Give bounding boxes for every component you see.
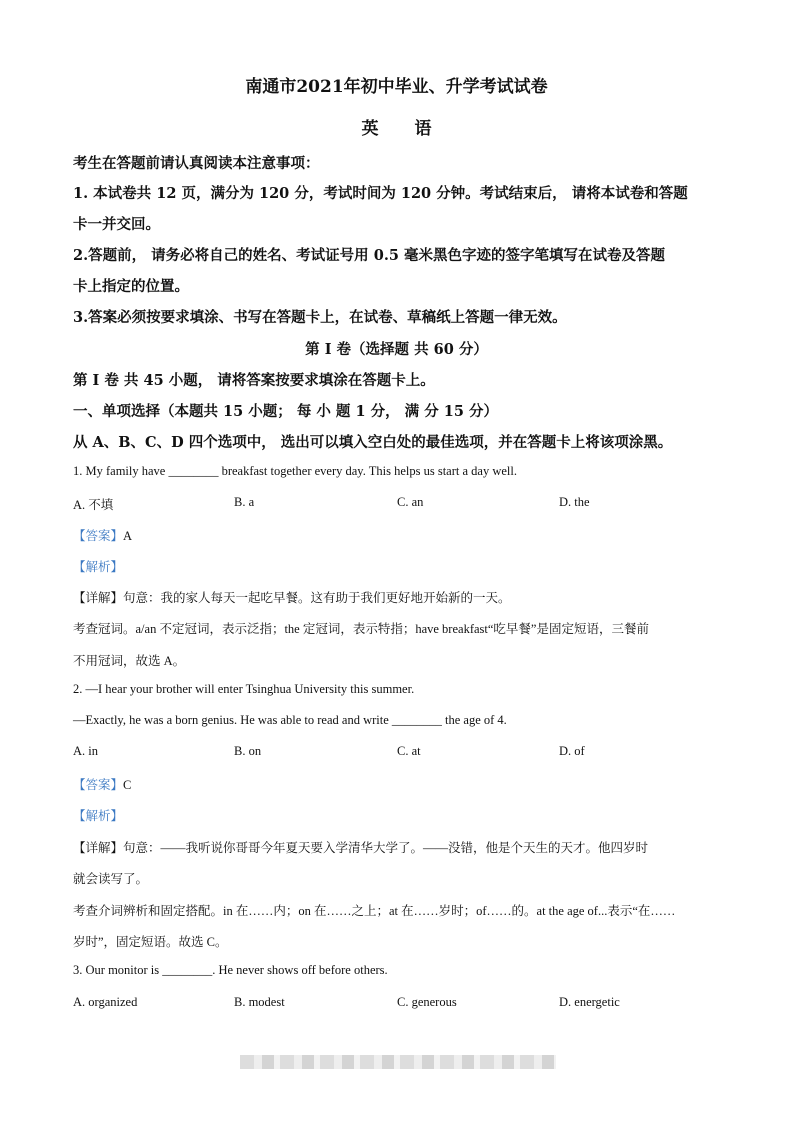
question-1-answer: [73, 526, 132, 544]
question-3-option-c: C. generous: [397, 995, 457, 1009]
question-3-option-a: A. organized: [73, 995, 138, 1009]
question-2-analysis-tag: 【解析】: [73, 809, 124, 823]
notice-item-3: 3.答案必须按要求填涂、书写在答题卡上，在试卷、草稿纸上答题一律无效。: [73, 309, 567, 326]
question-1-detail-line-3: 不用冠词，故选 A。: [73, 654, 186, 668]
question-1-option-a: A. 不填: [73, 498, 114, 512]
detail-text: 句意：——我听说你哥哥今年夏天要入学清华大学了。——没错，他是个天生的天才。他四岁时: [123, 841, 649, 855]
question-2-option-d: D. of: [559, 744, 585, 758]
detail-text: 句意：我的家人每天一起吃早餐。这有助于我们更好地开始新的一天。: [123, 591, 511, 605]
question-1-option-c: C. an: [397, 495, 424, 509]
exam-subject: [0, 114, 793, 139]
question-1-analysis-tag: 【解析】: [73, 560, 124, 574]
part1-description: 第 I 卷 共 45 小题， 请将答案按要求填涂在答题卡上。: [73, 372, 435, 389]
answer-tag: 【答案】: [73, 778, 124, 792]
detail-tag: 【详解】: [73, 841, 124, 855]
question-1-detail-line-2: 考查冠词。a/an 不定冠词，表示泛指；the 定冠词，表示特指；have breakfast“吃早餐”是固定短语，三餐前: [73, 622, 649, 636]
question-1-stem: 1. My family have ________ breakfast together every day. This helps us start a day well.: [73, 464, 517, 478]
notice-item-2-cont: 卡上指定的位置。: [73, 278, 189, 295]
detail-tag: 【详解】: [73, 591, 124, 605]
question-2-detail-line-3: 考查介词辨析和固定搭配。in 在……内；on 在……之上；at 在……岁时；of……的。at the age of...表示“在……: [73, 904, 676, 918]
blurred-footer-watermark: [240, 1055, 556, 1069]
answer-tag: 【答案】: [73, 529, 124, 543]
question-2-option-c: C. at: [397, 744, 421, 758]
question-2-stem-line-2: —Exactly, he was a born genius. He was able to read and write ________ the age of 4.: [73, 713, 507, 727]
notice-item-2: 2.答题前， 请务必将自己的姓名、考试证号用 0.5 毫米黑色字迹的签字笔填写在试卷及答题: [73, 247, 666, 264]
question-1-detail: [73, 588, 511, 606]
question-3-stem: 3. Our monitor is ________. He never shows off before others.: [73, 963, 388, 977]
part1-heading: 第 I 卷（选择题 共 60 分）: [305, 341, 488, 358]
answer-value: C: [123, 778, 132, 792]
question-3-option-b: B. modest: [234, 995, 285, 1009]
question-2-option-a: A. in: [73, 744, 98, 758]
notice-item-1: 1. 本试卷共 12 页，满分为 120 分，考试时间为 120 分钟。考试结束后， 请将本试卷和答题: [73, 185, 688, 202]
subject-char-1: 英: [361, 119, 379, 139]
question-3-option-d: D. energetic: [559, 995, 620, 1009]
question-2-option-b: B. on: [234, 744, 262, 758]
section-heading: 一、单项选择（本题共 15 小题； 每 小 题 1 分， 满 分 15 分）: [73, 403, 498, 420]
question-2-answer: [73, 775, 131, 793]
question-1-option-d: D. the: [559, 495, 590, 509]
question-2-detail-line-4: 岁时”，固定短语。故选 C。: [73, 935, 228, 949]
question-2-detail: [73, 838, 648, 856]
notice-item-1-cont: 卡一并交回。: [73, 216, 160, 233]
section-instruction: 从 A、B、C、D 四个选项中， 选出可以填入空白处的最佳选项，并在答题卡上将该项涂黑。: [73, 434, 673, 451]
notice-heading: 考生在答题前请认真阅读本注意事项：: [73, 155, 320, 172]
question-2-stem: 2. —I hear your brother will enter Tsinghua University this summer.: [73, 682, 415, 696]
question-1-option-b: B. a: [234, 495, 255, 509]
question-2-detail-line-2: 就会读写了。: [73, 872, 149, 886]
answer-value: A: [123, 529, 133, 543]
exam-title: 南通市2021年初中毕业、升学考试试卷: [245, 77, 548, 97]
subject-char-2: 语: [414, 119, 432, 139]
